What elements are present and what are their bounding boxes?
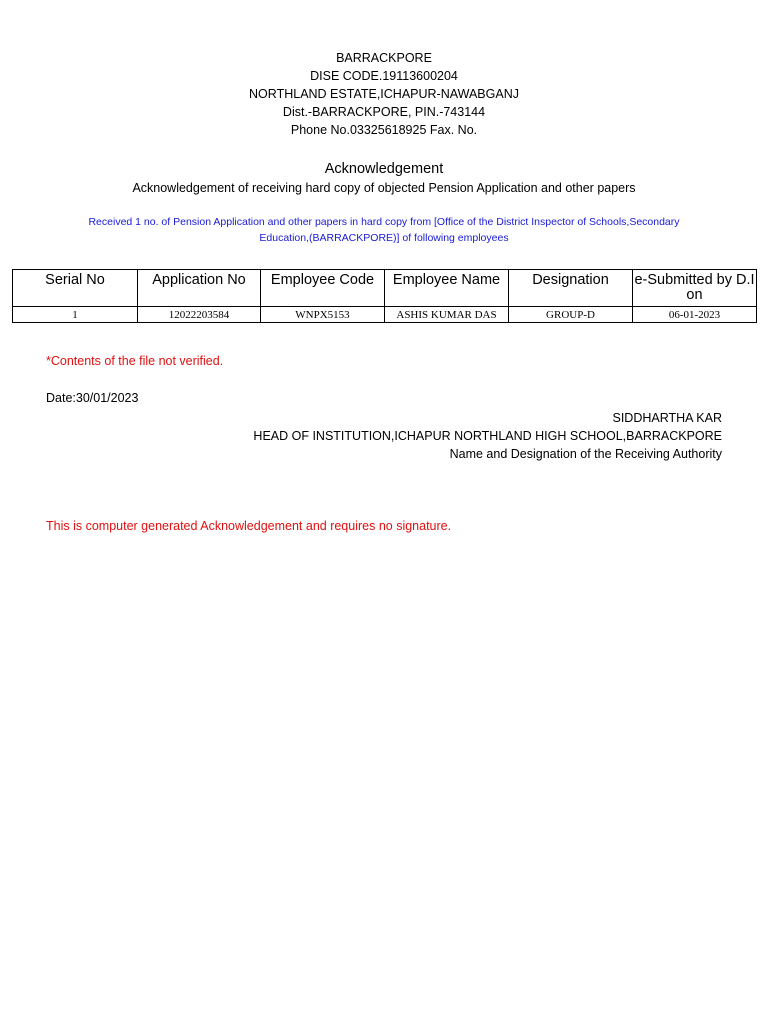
table-row [13,307,757,323]
cell-employee-name: ASHIS KUMAR DAS [385,307,509,323]
received-line-1: Received 1 no. of Pension Application and other papers in hard copy from [Office of the District Inspector of Schools,Secondary [88,216,680,228]
column-header-employee-code: Employee Code [261,270,385,307]
employee-table [12,269,757,323]
header-dise-code: DISE CODE.19113600204 [310,69,458,83]
header-district: Dist.-BARRACKPORE, PIN.-743144 [282,105,486,119]
header-address: NORTHLAND ESTATE,ICHAPUR-NAWABGANJ [249,87,519,101]
cell-submitted-on: 06-01-2023 [633,307,757,323]
page-subtitle: Acknowledgement of receiving hard copy of objected Pension Application and other papers [132,181,636,195]
document-date: Date:30/01/2023 [46,391,139,405]
column-header-employee-name: Employee Name [385,270,509,307]
authority-caption: Name and Designation of the Receiving Authority [449,447,722,461]
column-header-designation: Designation [509,270,633,307]
header-place: BARRACKPORE [336,51,432,65]
received-line-2: Education,(BARRACKPORE)] of following employees [259,232,509,244]
received-statement [80,214,688,246]
column-header-serial-no: Serial No [13,270,138,307]
page-title: Acknowledgement [324,161,444,177]
cell-designation: GROUP-D [509,307,633,323]
header-phone: Phone No.03325618925 Fax. No. [290,123,478,137]
footer-disclaimer: This is computer generated Acknowledgement and requires no signature. [46,519,452,533]
authority-name: SIDDHARTHA KAR [612,411,722,425]
cell-application-no: 12022203584 [138,307,261,323]
verification-note: *Contents of the file not verified. [46,354,224,368]
cell-employee-code: WNPX5153 [261,307,385,323]
column-header-submitted-on: e-Submitted by D.I on [633,270,757,307]
column-header-application-no: Application No [138,270,261,307]
table-header-row [13,270,757,307]
authority-designation: HEAD OF INSTITUTION,ICHAPUR NORTHLAND HIGH SCHOOL,BARRACKPORE [253,429,722,443]
cell-serial-no: 1 [13,307,138,323]
